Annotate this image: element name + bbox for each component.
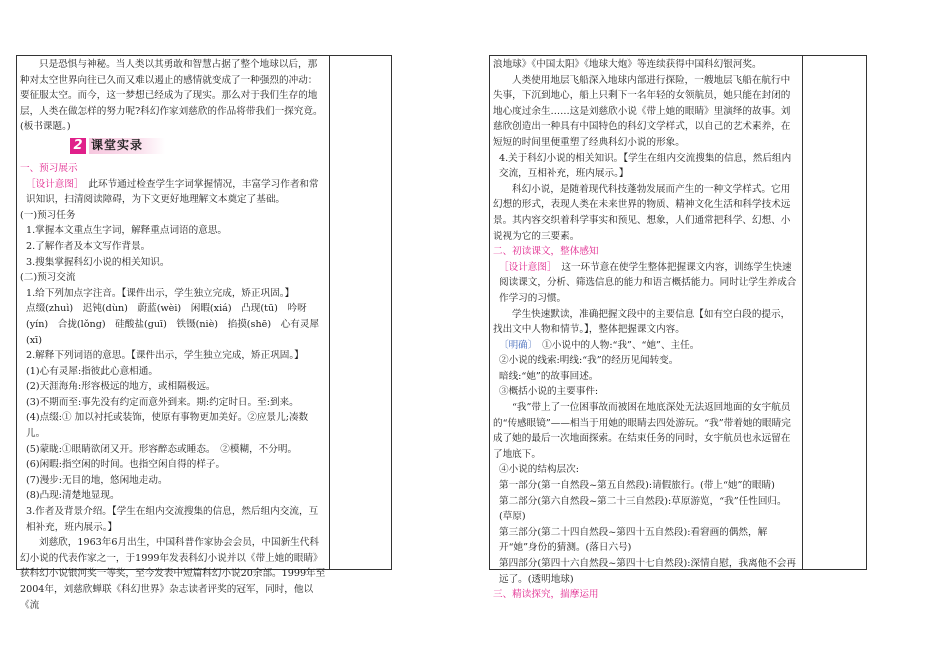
point-item: ③概括小说的主要事件: [499,386,599,398]
question-3: 3.作者及背景介绍。【学生在组内交流搜集的信息，然后组内交流，互相补充，班内展示。】 [26,506,319,533]
structure-part: 第三部分(第二十四自然段~第四十五自然段):看窘画的偶然，解开“她”身份的猜测。(落日六号) [499,526,768,554]
definition-item: (7)漫步:无目的地，悠闲地走动。 [26,474,168,486]
sci-fi-knowledge-paragraph: 科幻小说，是随着现代科技蓬勃发展而产生的一种文学样式。它用幻想的形式，表现人类在未来世界的物质、精神文化生活和科学技术远景。其内容交织着科学事实和预见、想象，人们通常把科学、幻想、小说视为它的三要素。 [493,183,791,242]
definition-item: (2)天涯海角:形容极远的地方，或相隔极远。 [26,381,216,393]
design-intent-label: ［设计意图］ [499,261,552,273]
definition-item: (3)不期而至:事先没有约定而意外到来。期:约定时日。至:到来。 [26,396,299,408]
definition-item: (4)点缀:① 加以衬托或装饰，使原有事物更加美好。②应景儿;凑数儿。 [26,412,309,440]
point-item: ②小说的线索:明线:“我”的经历见闻转变。 [499,355,679,367]
point-item: ①小说中的人物:“我”、“她”、主任。 [542,339,700,351]
banner-title: 课堂实录 [89,138,165,154]
design-intent-label: ［设计意图］ [26,178,79,190]
background-paragraph: 人类使用地层飞船深入地球内部进行探险，一艘地层飞船在航行中失事，下沉到地心，船上只剩下一名年轻的女领航员，她只能在封闭的地心度过余生……这是刘慈欣小说《带上她的眼睛》里演绎的故事。刘慈欣创造出一种具有中国特色的科幻文学样式，以自己的艺术素养，在短短的时间里便重塑了经典科幻小说的形象。 [493,74,791,148]
right-column [493,57,799,603]
definition-item: (6)闲暇:指空闲的时间。也指空闲自得的样子。 [26,459,226,471]
design-intent-text: 此环节通过检查学生字词掌握情况，丰富学习作者和常识知识，扫清阅读障碍，为下文更好地理解文本奠定了基础。 [26,178,319,206]
task-item: 3.搜集掌握科幻小说的相关知识。 [26,256,170,268]
continued-text: 浪地球》《中国太阳》《地球大炮》等连续获得中国科幻银河奖。 [493,59,762,70]
heading-close-reading: 三、精读探究，揣摩运用 [493,589,599,601]
clarify-label: 〔明确〕 [499,339,533,351]
definition-item: (5)蒙眬:①眼睛欲闭又开。形容醉态或睡态。 ②模糊，不分明。 [26,443,298,455]
section-banner [70,137,326,155]
left-intro-paragraph: 只是恐惧与神秘。当人类以其勇敢和智慧占据了整个地球以后，那种对太空世界向往已久而又难以遏止的感情就变成了一种强烈的冲动：要征服太空。而今，这一梦想已经成为了现实。那么对于我们生存的地层，人类在做怎样的努力呢?科幻作家刘慈欣的作品将带我们一探究竟。(板书课题。) [20,59,323,133]
reading-task: 学生快速默读，准确把握文段中的主要信息【如有空白段的提示，找出文中人物和情节。】，整体把握课文内容。 [493,308,791,336]
main-event-paragraph: “我”带上了一位困事故而被困在地底深处无法返回地面的女宇航员的“传感眼镜”——相当于用她的眼睛去四处游玩。“我”带着她的眼睛完成了她的最后一次地面探索。在结束任务的同时，女宇航员也永远留在了地底下。 [493,402,791,460]
definition-item: (1)心有灵犀:指彼此心意相通。 [26,365,158,377]
banner-number-badge: 2 [70,138,86,154]
heading-first-reading: 二、初读课文，整体感知 [493,246,599,258]
heading-preview-display: 一、预习展示 [20,162,78,174]
question-1: 1.给下列加点字注音。【课件出示，学生独立完成，矫正巩固。】 [26,287,295,299]
task-item: 2.了解作者及本文写作背景。 [26,240,151,252]
preview-task-title: (一)预习任务 [20,209,76,221]
author-bio-paragraph: 刘慈欣，1963年6月出生，中国科普作家协会会员，中国新生代科幻小说的代表作家之一，于1999年发表科幻小说并以《带上她的眼睛》获科幻小说银河奖一等奖，至今发表中短篇科幻小说20余部。1999年至2004年，刘慈欣蝉联《科幻世界》杂志读者评奖的冠军，同时，他以《流 [20,537,326,611]
structure-part: 第四部分(第四十六自然段~第四十七自然段):深情自慰，我离他不会再远了。(透明地球) [499,558,796,585]
question-2: 2.解释下列词语的意思。【课件出示，学生独立完成，矫正巩固。】 [26,350,304,362]
point-item: 暗线:“她”的故事回述。 [499,370,599,382]
structure-part: 第二部分(第六自然段~第二十三自然段):草原游览，“我”任性回归。(草原) [499,495,787,523]
right-table-divider [802,56,803,569]
preview-exchange-title: (二)预习交流 [20,272,76,284]
structure-title: ④小说的结构层次: [499,464,579,476]
pinyin-list: 点缀(zhuì) 迟钝(dùn) 蔚蓝(wèi) 闲暇(xiá) 凸现(tū) 吟呀(yín) 合拢(lǒng) 硅酸盐(guī) 铁镊(niè) 掐摸(shē) 心有灵犀(xī) [26,303,320,346]
question-4: 4.关于科幻小说的相关知识。【学生在组内交流搜集的信息，然后组内交流，互相补充，班内展示。】 [499,152,792,180]
design-intent-text: 这一环节意在使学生整体把握课文内容，训练学生快速阅读课文，分析、筛选信息的能力和语言概括能力。同时让学生养成合作学习的习惯。 [499,261,797,304]
left-table-divider [329,56,330,569]
task-item: 1.掌握本文重点生字词，解释重点词语的意思。 [26,225,228,237]
structure-part: 第一部分(第一自然段~第五自然段):请假旅行。(带上“她”的眼睛) [499,480,775,492]
definition-item: (8)凸现:清楚地显现。 [26,490,120,502]
left-column [20,57,326,613]
